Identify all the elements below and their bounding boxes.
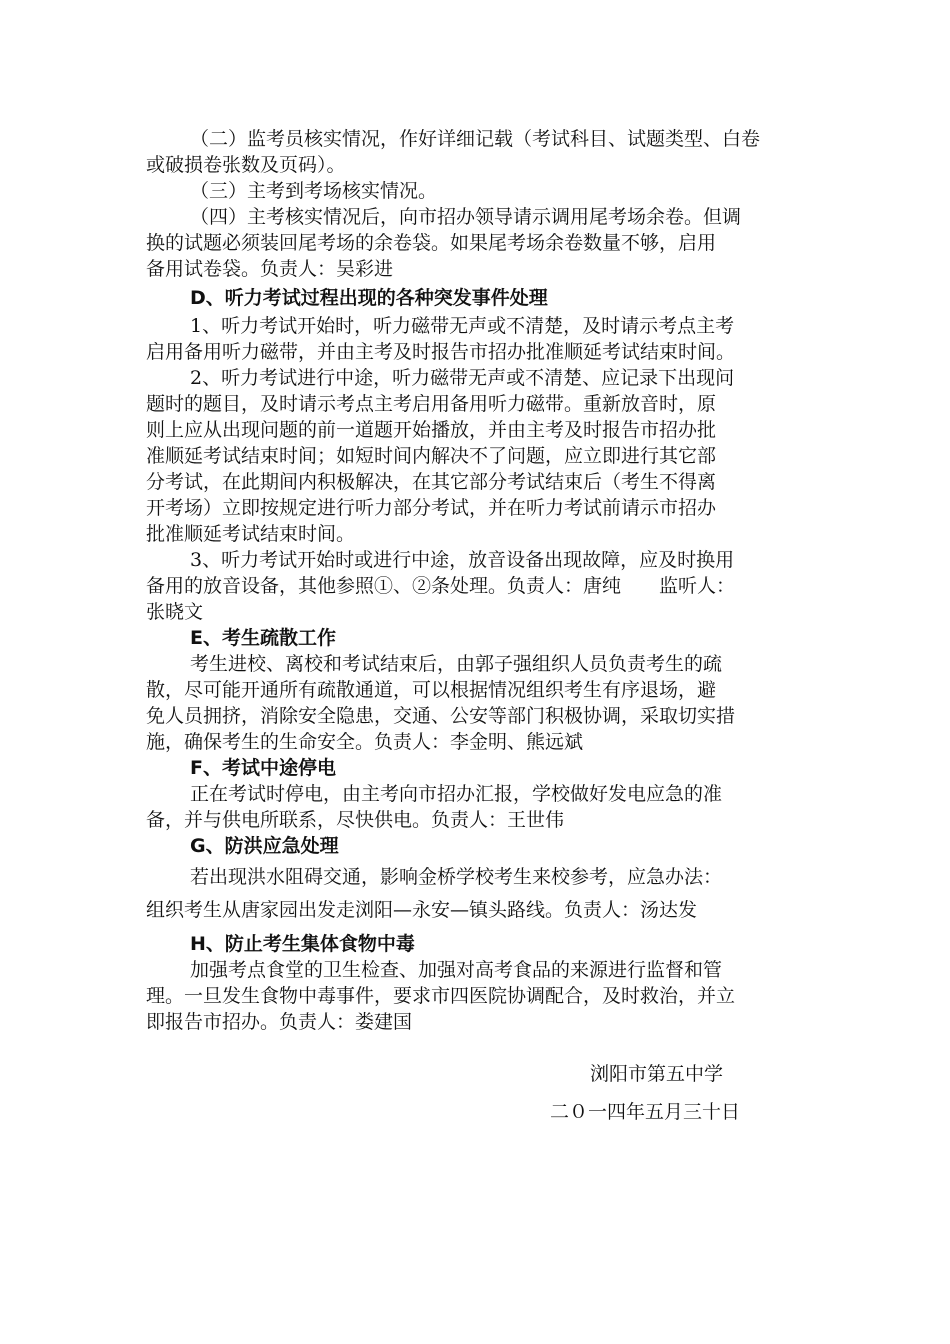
- para-line: 备用试卷袋。负责人：吴彩进: [146, 258, 394, 280]
- para-line: 即报告市招办。负责人：娄建国: [146, 1011, 413, 1033]
- para-line: 正在考试时停电，由主考向市招办汇报，学校做好发电应急的准: [190, 783, 723, 805]
- para-line: （三）主考到考场核实情况。: [190, 180, 438, 202]
- signature-organization: 浏阳市第五中学: [590, 1063, 724, 1085]
- para-line: 准顺延考试结束时间；如短时间内解决不了问题，应立即进行其它部: [146, 445, 717, 467]
- para-line: （二）监考员核实情况，作好详细记载（考试科目、试题类型、白卷: [190, 128, 761, 150]
- section-heading-h: H、防止考生集体食物中毒: [190, 933, 415, 955]
- section-heading-g: G、防洪应急处理: [190, 835, 339, 857]
- para-line: 组织考生从唐家园出发走浏阳—永安—镇头路线。负责人：汤达发: [146, 899, 698, 921]
- para-line: （四）主考核实情况后，向市招办领导请示调用尾考场余卷。但调: [190, 206, 742, 228]
- para-line: 施，确保考生的生命安全。负责人：李金明、熊远斌: [146, 731, 584, 753]
- para-line: 题时的题目，及时请示考点主考启用备用听力磁带。重新放音时，原: [146, 393, 717, 415]
- para-line: 批准顺延考试结束时间。: [146, 523, 356, 545]
- para-line: 加强考点食堂的卫生检查、加强对高考食品的来源进行监督和管: [190, 959, 723, 981]
- para-line: 则上应从出现问题的前一道题开始播放，并由主考及时报告市招办批: [146, 419, 717, 441]
- section-heading-e: E、考生疏散工作: [190, 627, 336, 649]
- para-line: 免人员拥挤，消除安全隐患，交通、公安等部门积极协调，采取切实措: [146, 705, 736, 727]
- para-line: 2、听力考试进行中途，听力磁带无声或不清楚、应记录下出现问: [190, 367, 735, 389]
- para-line: 若出现洪水阻碍交通，影响金桥学校考生来校参考，应急办法：: [190, 866, 723, 888]
- para-line: 1、听力考试开始时，听力磁带无声或不清楚，及时请示考点主考: [190, 315, 735, 337]
- para-line: 开考场）立即按规定进行听力部分考试，并在听力考试前请示市招办: [146, 497, 717, 519]
- para-line: 分考试，在此期间内积极解决，在其它部分考试结束后（考生不得离: [146, 471, 717, 493]
- para-line: 或破损卷张数及页码）。: [146, 154, 346, 176]
- para-line: 张晓文: [146, 601, 204, 623]
- section-heading-d: D、听力考试过程出现的各种突发事件处理: [190, 287, 548, 309]
- para-line: 启用备用听力磁带，并由主考及时报告市招办批准顺延考试结束时间。: [146, 341, 736, 363]
- para-line: 3、听力考试开始时或进行中途，放音设备出现故障，应及时换用: [190, 549, 735, 571]
- signature-date: 二０一四年五月三十日: [550, 1101, 741, 1123]
- para-line: 考生进校、离校和考试结束后，由郭子强组织人员负责考生的疏: [190, 653, 723, 675]
- para-line: 散，尽可能开通所有疏散通道，可以根据情况组织考生有序退场，避: [146, 679, 717, 701]
- para-line: 理。一旦发生食物中毒事件，要求市四医院协调配合，及时救治，并立: [146, 985, 736, 1007]
- section-heading-f: F、考试中途停电: [190, 757, 336, 779]
- para-line: 备，并与供电所联系，尽快供电。负责人：王世伟: [146, 809, 565, 831]
- para-line: 换的试题必须装回尾考场的余卷袋。如果尾考场余卷数量不够，启用: [146, 232, 717, 254]
- para-line: 备用的放音设备，其他参照①、②条处理。负责人：唐纯 监听人：: [146, 575, 736, 597]
